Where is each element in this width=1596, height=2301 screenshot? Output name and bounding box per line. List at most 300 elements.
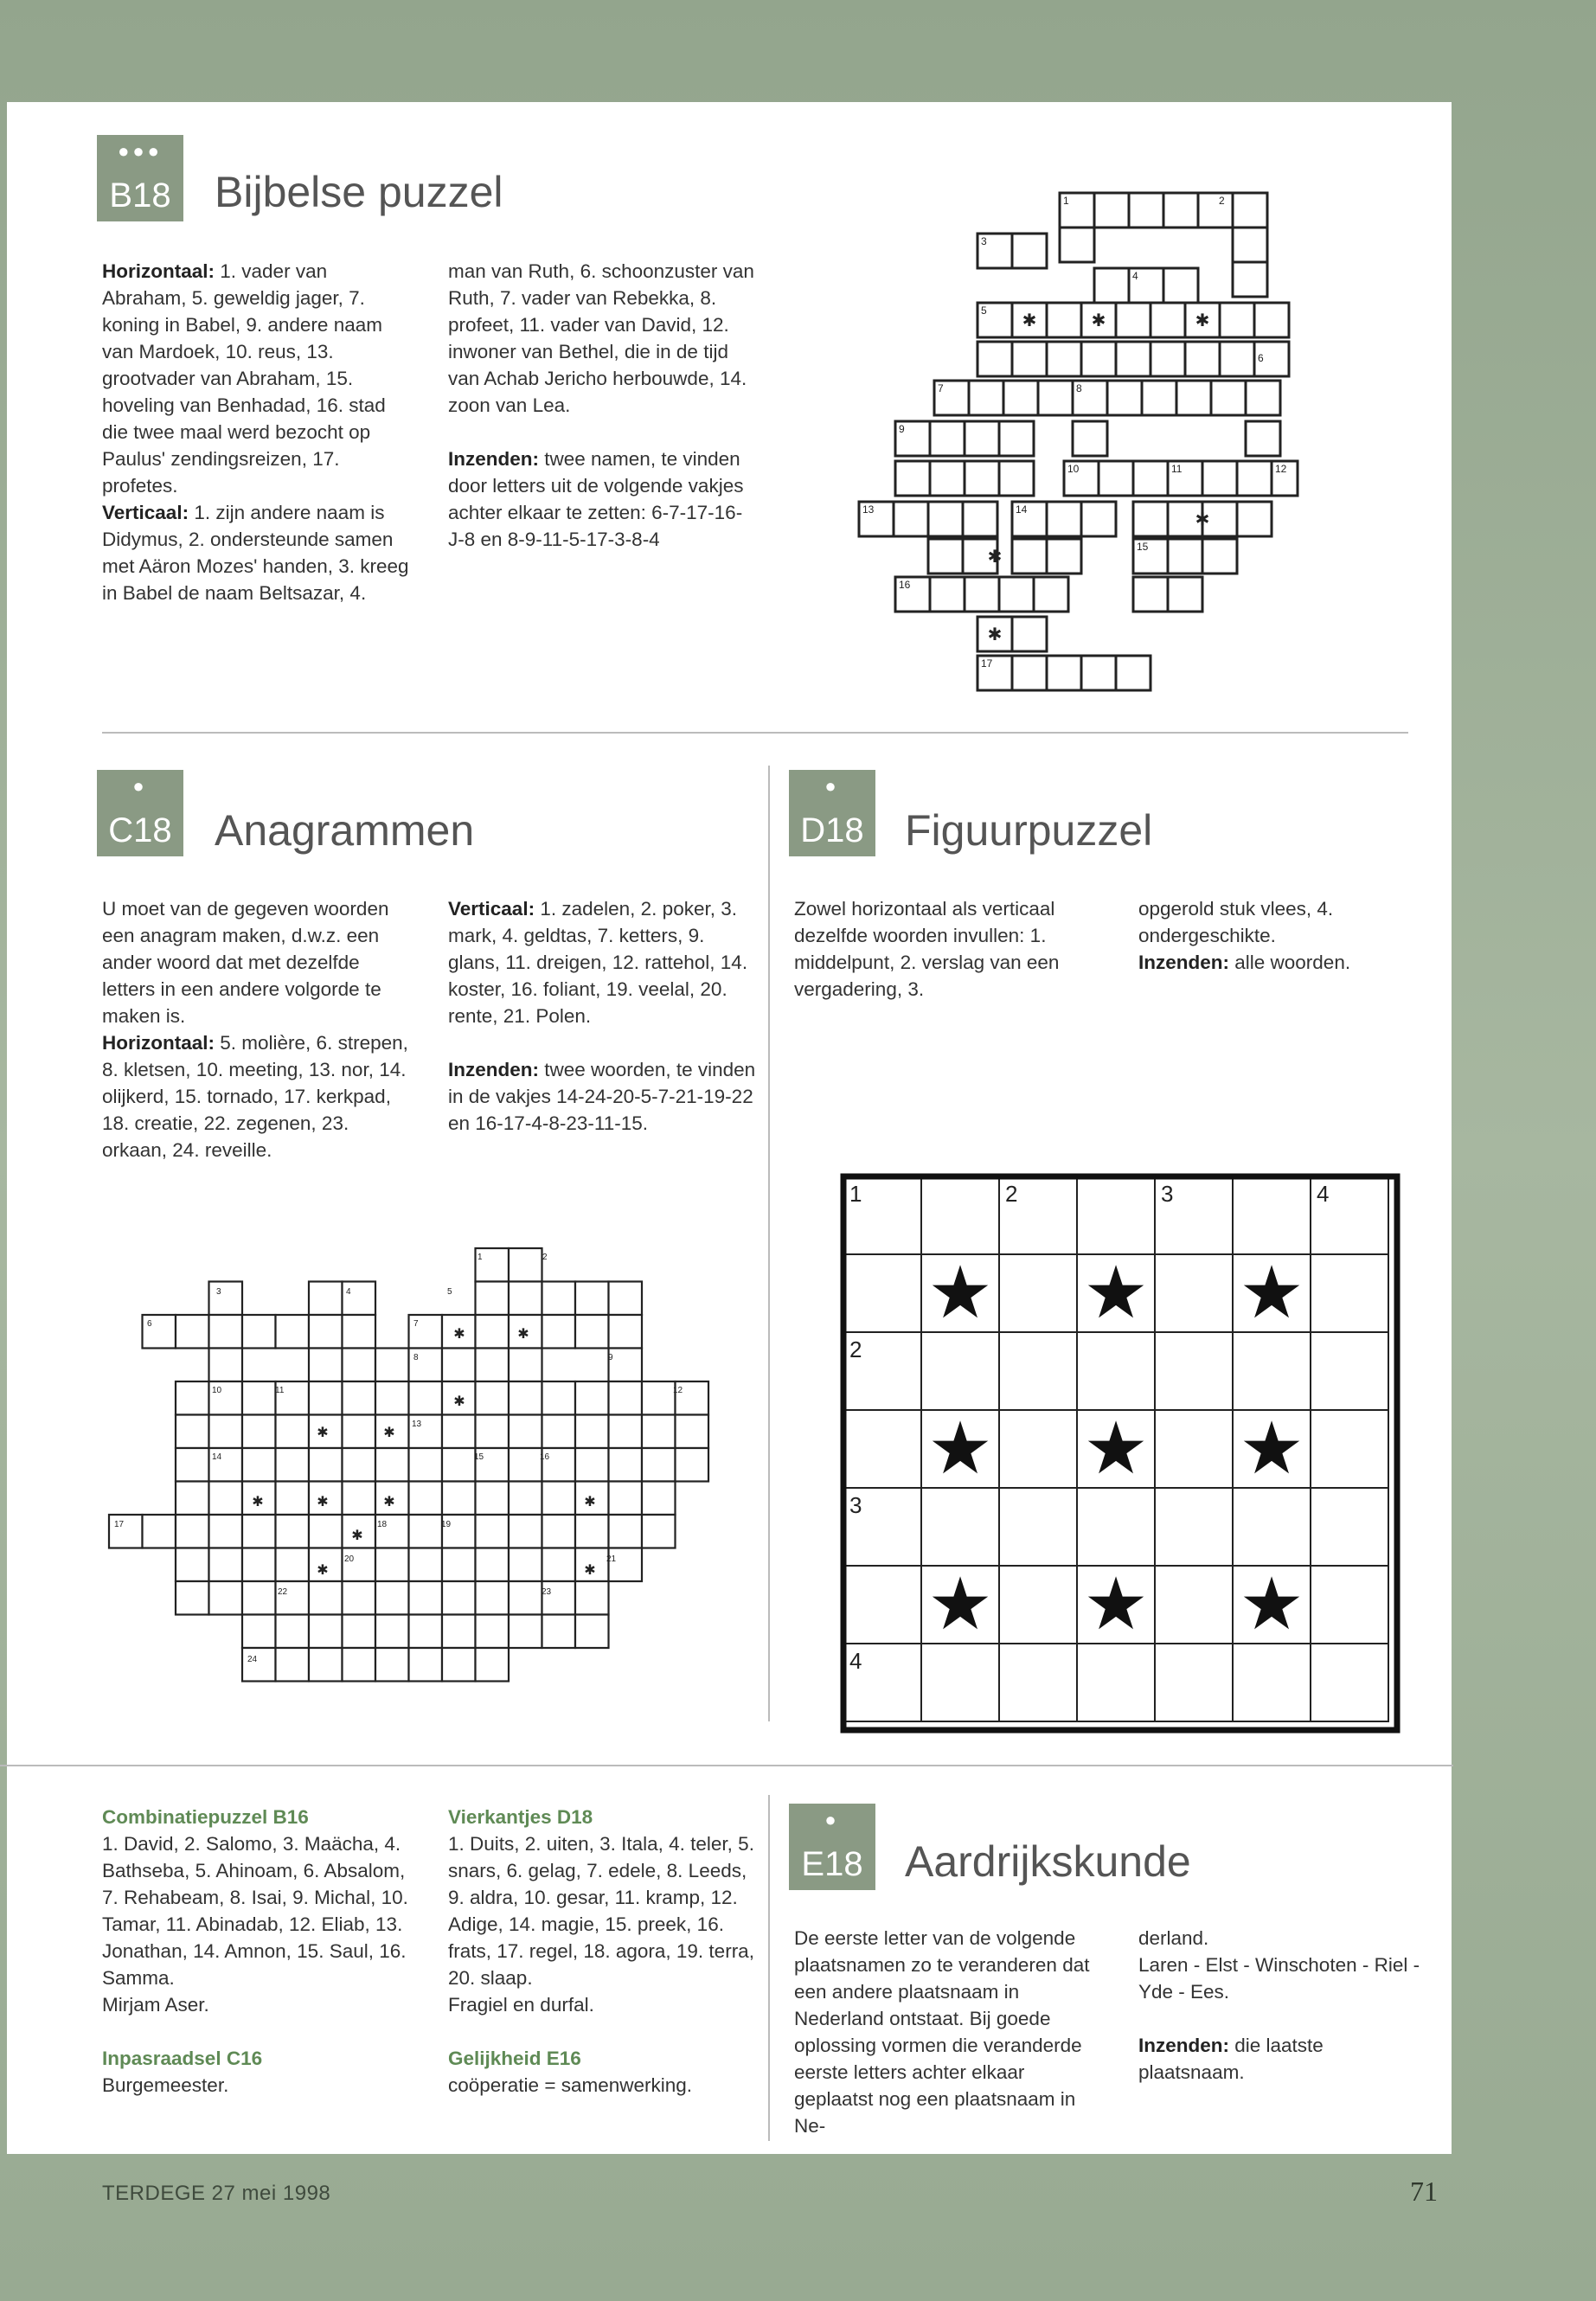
grid-number: 4 <box>849 1648 862 1674</box>
e18-text-col2 <box>1138 1925 1433 2086</box>
star-icon: ★ <box>1239 1407 1304 1489</box>
grid-cell <box>343 1448 376 1482</box>
grid-cell <box>209 1581 243 1615</box>
grid-cell <box>209 1415 243 1449</box>
grid-number: 14 <box>212 1452 222 1462</box>
intro-text: U moet van de gegeven woorden een anagram maken, d.w.z. een ander woord dat met dezelfde letters in een andere volgorde te maken is. <box>102 898 389 1027</box>
grid-cell <box>843 1410 921 1488</box>
grid-cell <box>242 1415 276 1449</box>
grid-cell <box>921 1176 999 1254</box>
grid-number: 19 <box>441 1520 452 1529</box>
grid-cell <box>209 1515 243 1548</box>
grid-cell <box>309 1615 343 1649</box>
grid-number: 16 <box>540 1452 550 1462</box>
send-instructions: twee namen, te vinden door letters uit de volgende vakjes achter elkaar te zetten: 6-7-17-16-J-8 en 8-9-11-5-17-3-8-4 <box>448 448 744 550</box>
grid-cell <box>1077 1644 1155 1721</box>
grid-cell <box>476 1515 510 1548</box>
label-send: Inzenden: <box>1138 952 1229 973</box>
svg-text:✱: ✱ <box>584 1563 596 1578</box>
grid-cell <box>509 1448 542 1482</box>
b18-clues-col1 <box>102 258 413 606</box>
send-instructions: alle woorden. <box>1229 952 1351 973</box>
grid-cell <box>843 1566 921 1644</box>
grid-cell <box>609 1548 643 1582</box>
grid-cell <box>642 1448 676 1482</box>
star-icon: ★ <box>1083 1407 1149 1489</box>
grid-cell <box>542 1482 576 1516</box>
grid-cell <box>242 1648 276 1682</box>
d18-clues-col2 <box>1138 895 1433 976</box>
grid-number: 2 <box>542 1253 548 1262</box>
grid-number: 15 <box>1137 541 1149 553</box>
grid-cell <box>575 1448 609 1482</box>
label-send: Inzenden: <box>1138 2035 1229 2056</box>
grid-cell <box>375 1648 409 1682</box>
grid-cell <box>609 1349 643 1382</box>
grid-cell <box>242 1581 276 1615</box>
grid-cell <box>442 1349 476 1382</box>
star-icon: ★ <box>1083 1252 1149 1333</box>
c18-clues-col2 <box>448 895 758 1137</box>
column-divider <box>768 1795 770 2141</box>
grid-cell <box>476 1315 510 1349</box>
grid-cell <box>409 1581 443 1615</box>
solution-title: Combinatiepuzzel B16 <box>102 1806 309 1828</box>
grid-cell <box>1155 1488 1233 1566</box>
grid-cell <box>276 1482 310 1516</box>
grid-cell <box>1155 1254 1233 1332</box>
grid-cell <box>409 1448 443 1482</box>
grid-cell <box>609 1482 643 1516</box>
grid-cell <box>999 1488 1077 1566</box>
label-horizontal: Horizontaal: <box>102 260 215 282</box>
grid-cell <box>542 1515 576 1548</box>
grid-cell <box>176 1482 209 1516</box>
d18-badge <box>789 770 875 856</box>
grid-cell <box>309 1581 343 1615</box>
grid-cell <box>343 1349 376 1382</box>
send-instructions: twee woorden, te vinden in de vakjes 14-24-20-5-7-21-19-22 en 16-17-4-8-23-11-15. <box>448 1059 756 1134</box>
label-vertical: Verticaal: <box>102 502 189 523</box>
grid-number: 2 <box>1005 1181 1018 1207</box>
grid-cell <box>1233 1332 1311 1410</box>
difficulty-dots: ● <box>824 775 840 797</box>
grid-number: 12 <box>673 1386 683 1395</box>
c18-title: Anagrammen <box>215 806 475 855</box>
grid-cell <box>343 1482 376 1516</box>
grid-cell <box>209 1282 243 1316</box>
grid-cell <box>609 1282 643 1316</box>
label-send: Inzenden: <box>448 448 539 470</box>
grid-cell <box>1155 1566 1233 1644</box>
grid-cell <box>509 1581 542 1615</box>
grid-cell <box>542 1381 576 1415</box>
difficulty-dots: ● <box>132 775 148 797</box>
c18-clues-col1 <box>102 895 413 1163</box>
grid-cell <box>509 1415 542 1449</box>
grid-cell <box>1233 1176 1311 1254</box>
grid-cell <box>999 1254 1077 1332</box>
b18-badge <box>97 135 183 221</box>
e18-title: Aardrijkskunde <box>905 1837 1191 1886</box>
grid-cell <box>309 1381 343 1415</box>
clues-vertical: 1. zadelen, 2. poker, 3. mark, 4. geldtas, 7. ketters, 9. glans, 11. dreigen, 12. rattehol, 14. koster, 16. foliant, 19. veelal, 20. rente, 21. Polen. <box>448 898 748 1027</box>
grid-cell <box>242 1615 276 1649</box>
grid-number: 18 <box>377 1520 388 1529</box>
grid-cell <box>209 1548 243 1582</box>
grid-cell <box>676 1448 709 1482</box>
grid-cell <box>575 1381 609 1415</box>
solution-title: Vierkantjes D18 <box>448 1806 593 1828</box>
grid-cell <box>575 1581 609 1615</box>
grid-cell <box>476 1349 510 1382</box>
grid-cell <box>442 1648 476 1682</box>
grid-number: 1 <box>478 1253 483 1262</box>
grid-cell <box>476 1282 510 1316</box>
d18-title: Figuurpuzzel <box>905 806 1153 855</box>
grid-cell <box>309 1648 343 1682</box>
grid-cell <box>442 1415 476 1449</box>
grid-cell <box>276 1581 310 1615</box>
solution-text: 1. Duits, 2. uiten, 3. Itala, 4. teler, 5. snars, 6. gelag, 7. edele, 8. Leeds, 9. aldra, 10. gesar, 11. kramp, 12. Adige, 14. magie, 15. preek, 16. frats, 17. regel, 18. agora, 19. terra, 20. slaap. Fragiel en durfal. <box>448 1833 754 2016</box>
grid-number: 11 <box>1171 463 1183 475</box>
svg-text:✱: ✱ <box>317 1426 329 1440</box>
grid-cell <box>509 1548 542 1582</box>
puzzle-code: E18 <box>801 1845 863 1883</box>
grid-cell <box>542 1581 576 1615</box>
solutions-col2 <box>448 1804 760 2099</box>
grid-number: 23 <box>542 1587 552 1597</box>
grid-cell <box>242 1315 276 1349</box>
grid-cell <box>609 1448 643 1482</box>
grid-number: 3 <box>981 235 987 247</box>
puzzle-code: B18 <box>109 176 171 215</box>
difficulty-dots: ● <box>824 1809 840 1830</box>
grid-number: 10 <box>1067 463 1080 475</box>
grid-cell <box>409 1548 443 1582</box>
column-divider <box>768 766 770 1721</box>
solution-title: Inpasraadsel C16 <box>102 2048 263 2069</box>
grid-cell <box>442 1615 476 1649</box>
page-number: 71 <box>1410 2176 1438 2207</box>
grid-number: 1 <box>849 1181 862 1207</box>
grid-number: 15 <box>474 1452 484 1462</box>
grid-number: 3 <box>849 1492 862 1518</box>
grid-cell <box>409 1648 443 1682</box>
publication-info: TERDEGE 27 mei 1998 <box>102 2182 331 2205</box>
grid-cell <box>476 1482 510 1516</box>
grid-cell <box>242 1548 276 1582</box>
svg-text:✱: ✱ <box>1091 311 1106 330</box>
grid-number: 8 <box>413 1353 419 1362</box>
grid-cell <box>642 1515 676 1548</box>
place-names: derland. Laren - Elst - Winschoten - Riel - Yde - Ees. <box>1138 1927 1420 2003</box>
grid-cell <box>309 1515 343 1548</box>
grid-cell <box>442 1482 476 1516</box>
grid-cell <box>476 1615 510 1649</box>
grid-number: 17 <box>114 1520 125 1529</box>
grid-cell <box>509 1248 542 1282</box>
svg-text:✱: ✱ <box>252 1495 264 1509</box>
grid-cell <box>1077 1176 1155 1254</box>
label-horizontal: Horizontaal: <box>102 1032 215 1054</box>
grid-cell <box>176 1315 209 1349</box>
grid-number: 9 <box>899 423 905 435</box>
grid-cell <box>1077 1332 1155 1410</box>
grid-cell <box>209 1482 243 1516</box>
grid-cell <box>176 1515 209 1548</box>
grid-cell <box>276 1648 310 1682</box>
svg-text:✱: ✱ <box>383 1495 395 1509</box>
label-vertical: Verticaal: <box>448 898 535 920</box>
grid-cell <box>343 1581 376 1615</box>
grid-number: 2 <box>849 1336 862 1362</box>
grid-cell <box>575 1515 609 1548</box>
grid-number: 16 <box>899 579 911 591</box>
c18-badge <box>97 770 183 856</box>
star-icon: ★ <box>927 1563 993 1644</box>
star-icon: ★ <box>927 1252 993 1333</box>
grid-number: 6 <box>1258 352 1264 364</box>
svg-text:✱: ✱ <box>453 1327 465 1342</box>
grid-cell <box>409 1515 443 1548</box>
solution-text: 1. David, 2. Salomo, 3. Maächa, 4. Bathseba, 5. Ahinoam, 6. Absalom, 7. Rehabeam, 8. Isai, 9. Michal, 10. Tamar, 11. Abinadab, 12. Eliab, 13. Jonathan, 14. Amnon, 15. Saul, 16. Samma. Mirjam Aser. <box>102 1833 408 2016</box>
solution-text: Burgemeester. <box>102 2074 229 2096</box>
svg-text:✱: ✱ <box>1022 311 1037 330</box>
grid-number: 6 <box>147 1319 152 1329</box>
grid-cell <box>509 1615 542 1649</box>
svg-text:✱: ✱ <box>517 1327 529 1342</box>
svg-text:✱: ✱ <box>453 1394 465 1409</box>
clues-vertical: 1. zijn andere naam is Didymus, 2. ondersteunde samen met Aäron Mozes' handen, 3. kreeg in Babel de naam Beltsazar, 4. <box>102 502 409 604</box>
d18-clues-col1: Zowel horizontaal als verticaal dezelfde woorden invullen: 1. middelpunt, 2. verslag van een vergadering, 3. <box>794 898 1060 1000</box>
grid-cell <box>1311 1488 1388 1566</box>
svg-text:✱: ✱ <box>987 548 1003 567</box>
grid-cell <box>375 1381 409 1415</box>
grid-cell <box>921 1644 999 1721</box>
svg-text:✱: ✱ <box>1195 510 1210 529</box>
grid-number: 11 <box>275 1386 285 1395</box>
grid-cell <box>609 1415 643 1449</box>
grid-cell <box>176 1548 209 1582</box>
grid-cell <box>442 1448 476 1482</box>
grid-cell <box>1233 1644 1311 1721</box>
grid-cell <box>343 1315 376 1349</box>
grid-cell <box>309 1315 343 1349</box>
grid-cell <box>276 1415 310 1449</box>
grid-cell <box>343 1381 376 1415</box>
grid-cell <box>442 1548 476 1582</box>
difficulty-dots: ●●● <box>118 140 163 162</box>
grid-cell <box>276 1615 310 1649</box>
c18-crossword-grid <box>102 1241 768 1682</box>
grid-cell <box>276 1548 310 1582</box>
grid-cell <box>143 1515 176 1548</box>
grid-cell <box>676 1415 709 1449</box>
grid-cell <box>343 1648 376 1682</box>
grid-cell <box>476 1548 510 1582</box>
grid-cell <box>609 1315 643 1349</box>
grid-number: 17 <box>981 657 993 670</box>
grid-cell <box>309 1448 343 1482</box>
grid-cell <box>609 1381 643 1415</box>
grid-cell <box>921 1488 999 1566</box>
grid-cell <box>999 1332 1077 1410</box>
grid-number: 24 <box>247 1655 258 1664</box>
grid-number: 4 <box>1132 270 1138 282</box>
grid-cell <box>409 1381 443 1415</box>
grid-cell <box>575 1315 609 1349</box>
grid-cell <box>176 1581 209 1615</box>
solutions-col1 <box>102 1804 424 2099</box>
grid-cell <box>1311 1410 1388 1488</box>
grid-cell <box>609 1515 643 1548</box>
grid-number: 3 <box>216 1287 221 1297</box>
grid-cell <box>642 1381 676 1415</box>
svg-text:✱: ✱ <box>1195 311 1210 330</box>
grid-cell <box>242 1515 276 1548</box>
star-icon: ★ <box>1083 1563 1149 1644</box>
grid-cell <box>575 1615 609 1649</box>
grid-number: 20 <box>344 1554 355 1564</box>
grid-cell <box>242 1448 276 1482</box>
grid-cell <box>509 1282 542 1316</box>
grid-cell <box>276 1515 310 1548</box>
grid-number: 3 <box>1161 1181 1174 1207</box>
grid-cell <box>209 1315 243 1349</box>
b18-title: Bijbelse puzzel <box>215 168 503 216</box>
b18-clues-col2 <box>448 258 758 553</box>
grid-number: 21 <box>606 1554 617 1564</box>
clues-cont: opgerold stuk vlees, 4. ondergeschikte. <box>1138 898 1334 946</box>
grid-cell <box>1311 1254 1388 1332</box>
grid-number: 4 <box>346 1287 351 1297</box>
grid-cell <box>1311 1644 1388 1721</box>
grid-cell <box>542 1415 576 1449</box>
grid-cell <box>176 1381 209 1415</box>
svg-text:✱: ✱ <box>584 1495 596 1509</box>
grid-cell <box>343 1615 376 1649</box>
grid-cell <box>1155 1644 1233 1721</box>
b18-crossword-grid <box>852 186 1302 705</box>
svg-text:✱: ✱ <box>317 1495 329 1509</box>
grid-cell <box>575 1282 609 1316</box>
grid-cell <box>542 1615 576 1649</box>
grid-number: 22 <box>278 1587 288 1597</box>
grid-cell <box>409 1482 443 1516</box>
grid-cell <box>409 1615 443 1649</box>
grid-cell <box>1155 1410 1233 1488</box>
clues-horizontal: 1. vader van Abraham, 5. geweldig jager, 7. koning in Babel, 9. andere naam van Mardoek, 10. reus, 13. grootvader van Abraham, 15. hoveling van Benhadad, 16. stad die twee maal werd bezocht op Paulus' zendingsreizen, 17. profetes. <box>102 260 386 497</box>
e18-text-col1: De eerste letter van de volgende plaatsnamen zo te veranderen dat een andere plaatsnaam in Nederland ontstaat. Bij goede oplossing vormen die veranderde eerste letters achter elkaar geplaatst nog een plaatsnaam in Ne- <box>794 1927 1090 2137</box>
grid-cell <box>375 1448 409 1482</box>
grid-cell <box>542 1282 576 1316</box>
clues-horizontal: 5. molière, 6. strepen, 8. kletsen, 10. meeting, 13. nor, 14. olijkerd, 15. tornado, 17. kerkpad, 18. creatie, 22. zegenen, 23. orkaan, 24. reveille. <box>102 1032 408 1161</box>
grid-cell <box>1155 1332 1233 1410</box>
grid-cell <box>309 1282 343 1316</box>
grid-cell <box>476 1581 510 1615</box>
grid-number: 14 <box>1016 503 1028 516</box>
grid-cell <box>642 1415 676 1449</box>
grid-cell <box>1311 1332 1388 1410</box>
grid-cell <box>242 1381 276 1415</box>
grid-number: 2 <box>1219 195 1225 207</box>
grid-cell <box>1233 1488 1311 1566</box>
grid-cell <box>209 1349 243 1382</box>
grid-number: 7 <box>413 1319 419 1329</box>
clues-vertical-cont: man van Ruth, 6. schoonzuster van Ruth, 7. vader van Rebekka, 8. profeet, 11. vader van David, 12. inwoner van Bethel, die in de tijd van Achab Jericho herbouwde, 14. zoon van Lea. <box>448 260 754 416</box>
e18-badge <box>789 1804 875 1890</box>
section-divider <box>0 1765 1453 1766</box>
svg-text:✱: ✱ <box>383 1426 395 1440</box>
grid-cell <box>999 1566 1077 1644</box>
star-icon: ★ <box>927 1407 993 1489</box>
puzzle-code: D18 <box>800 811 864 849</box>
grid-number: 5 <box>981 304 987 317</box>
grid-cell <box>343 1548 376 1582</box>
grid-cell <box>642 1482 676 1516</box>
grid-cell <box>176 1448 209 1482</box>
grid-number: 13 <box>412 1420 422 1429</box>
grid-cell <box>999 1644 1077 1721</box>
grid-cell <box>999 1410 1077 1488</box>
grid-cell <box>375 1581 409 1615</box>
d18-figure-grid <box>839 1172 1401 1734</box>
send-instructions: die laatste plaatsnaam. <box>1138 2035 1324 2083</box>
grid-cell <box>309 1349 343 1382</box>
grid-cell <box>442 1581 476 1615</box>
grid-cell <box>476 1648 510 1682</box>
star-icon: ★ <box>1239 1252 1304 1333</box>
section-divider <box>102 732 1408 734</box>
grid-cell <box>843 1254 921 1332</box>
grid-cell <box>921 1332 999 1410</box>
grid-cell <box>509 1381 542 1415</box>
grid-cell <box>1077 1488 1155 1566</box>
grid-number: 12 <box>1275 463 1287 475</box>
solution-title: Gelijkheid E16 <box>448 2048 581 2069</box>
grid-cell <box>575 1415 609 1449</box>
grid-number: 8 <box>1076 382 1082 394</box>
grid-number: 5 <box>447 1287 452 1297</box>
grid-cell <box>509 1349 542 1382</box>
grid-number: 7 <box>938 382 944 394</box>
grid-cell <box>375 1615 409 1649</box>
grid-cell <box>176 1415 209 1449</box>
svg-text:✱: ✱ <box>317 1563 329 1578</box>
star-icon: ★ <box>1239 1563 1304 1644</box>
grid-cell <box>542 1548 576 1582</box>
puzzle-code: C18 <box>108 811 172 849</box>
grid-cell <box>276 1315 310 1349</box>
grid-cell <box>375 1548 409 1582</box>
grid-cell <box>509 1482 542 1516</box>
grid-number: 1 <box>1063 195 1069 207</box>
grid-cell <box>476 1381 510 1415</box>
solution-text: coöperatie = samenwerking. <box>448 2074 693 2096</box>
grid-number: 9 <box>608 1353 613 1362</box>
grid-cell <box>509 1515 542 1548</box>
grid-cell <box>276 1448 310 1482</box>
grid-number: 4 <box>1317 1181 1330 1207</box>
grid-cell <box>542 1315 576 1349</box>
grid-cell <box>375 1349 409 1382</box>
grid-cell <box>476 1415 510 1449</box>
svg-text:✱: ✱ <box>351 1529 363 1543</box>
grid-number: 13 <box>862 503 875 516</box>
label-send: Inzenden: <box>448 1059 539 1080</box>
grid-number: 10 <box>212 1386 222 1395</box>
